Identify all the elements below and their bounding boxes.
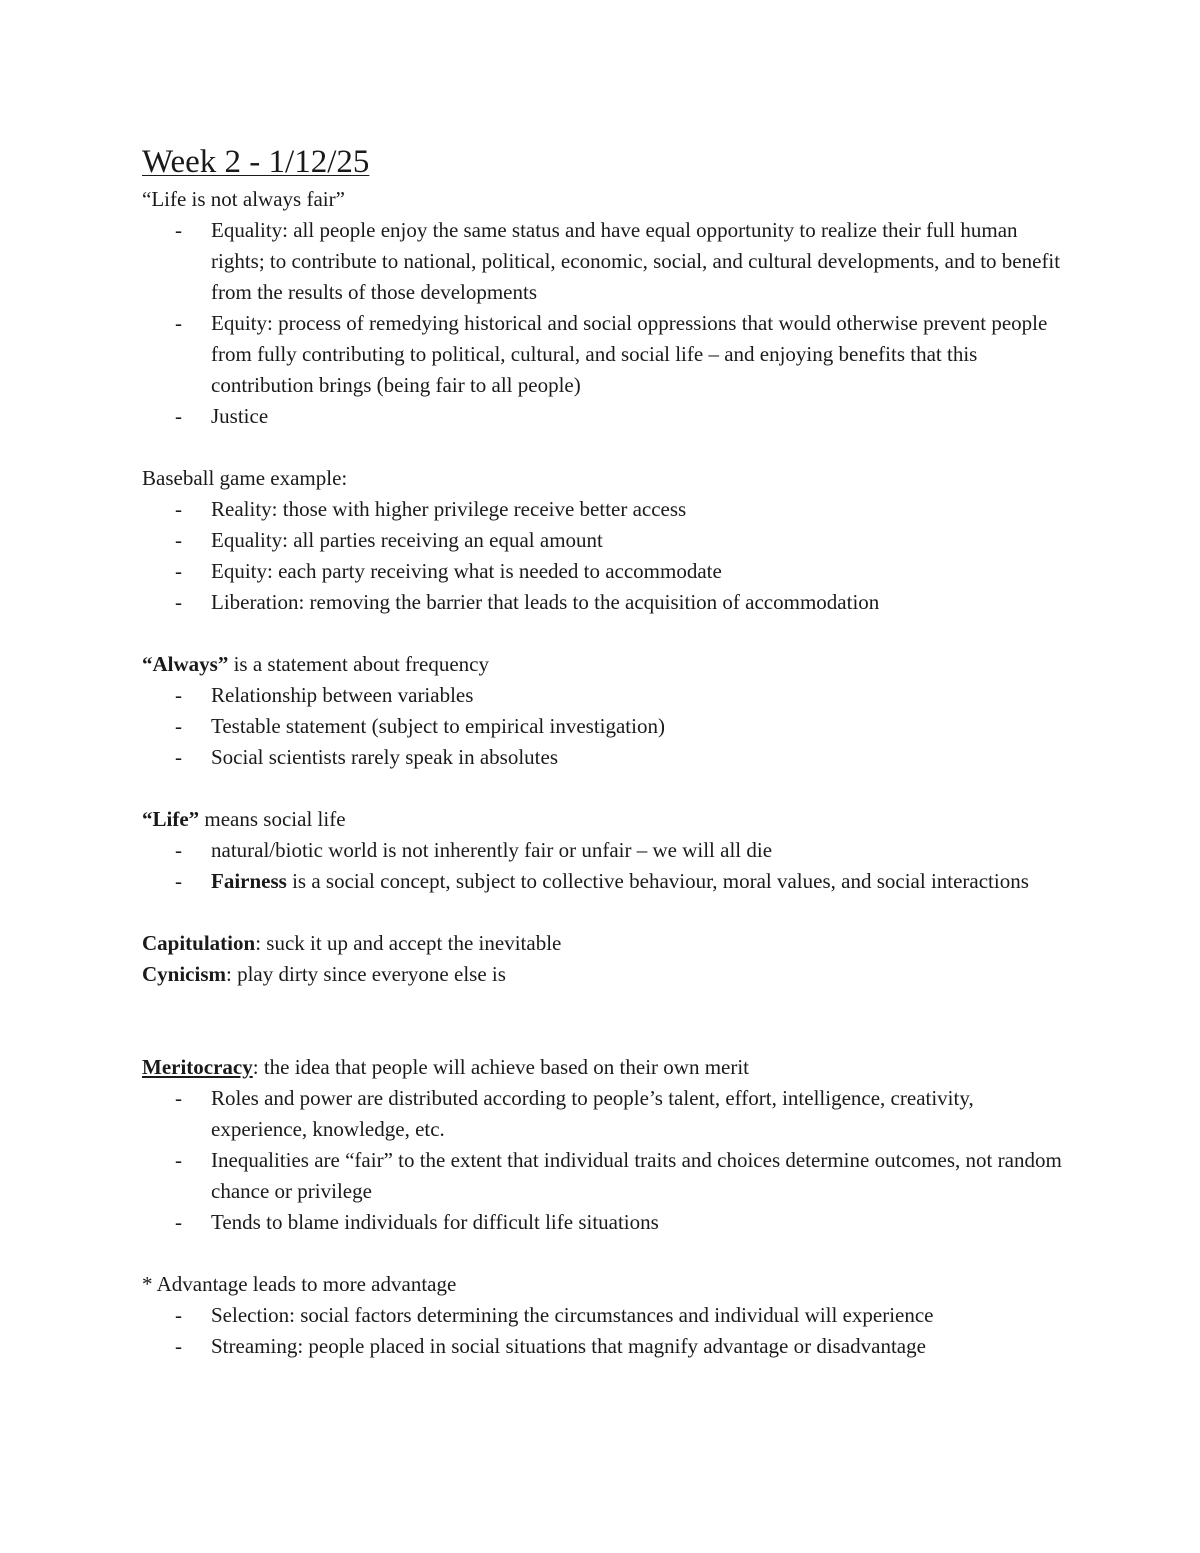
section-heading-baseball: Baseball game example: — [142, 466, 348, 490]
list-item-text: Streaming: people placed in social situations that magnify advantage or disadvantage — [211, 1334, 926, 1358]
list-item — [142, 680, 1072, 711]
list-item — [142, 401, 1072, 432]
dash-bullet: - — [175, 1210, 182, 1234]
list-item-text: Relationship between variables — [211, 683, 474, 707]
list-item-text: is a social concept, subject to collective behaviour, moral values, and social interactions — [286, 869, 1029, 893]
section-heading-life-not-fair: “Life is not always fair” — [142, 187, 345, 211]
list-item-text: Equality: all people enjoy the same status and have equal opportunity to realize their full human rights; to contribute to national, political, economic, social, and cultural developments, and to benefit from the results of those developments — [211, 218, 1061, 304]
dash-bullet: - — [175, 838, 182, 862]
list-item — [142, 556, 1072, 587]
list-item-text: Liberation: removing the barrier that leads to the acquisition of accommodation — [211, 590, 880, 614]
page-title: Week 2 - 1/12/25 — [142, 144, 370, 180]
fairness-term: Fairness — [211, 869, 287, 893]
list-item — [142, 1300, 1072, 1331]
bullet-list-advantage — [142, 1300, 1072, 1362]
capitulation-term: Capitulation — [142, 931, 256, 955]
spacer — [142, 1238, 1072, 1269]
list-item — [142, 587, 1072, 618]
dash-bullet: - — [175, 311, 182, 335]
bullet-list-meritocracy — [142, 1083, 1072, 1238]
meritocracy-definition: : the idea that people will achieve based on their own merit — [252, 1055, 750, 1079]
list-item-text: Justice — [211, 404, 269, 428]
list-item — [142, 1145, 1072, 1207]
meritocracy-term: Meritocracy — [142, 1055, 253, 1079]
section-heading-advantage: * Advantage leads to more advantage — [142, 1272, 457, 1296]
cynicism-term: Cynicism — [142, 962, 226, 986]
dash-bullet: - — [175, 1148, 182, 1172]
dash-bullet: - — [175, 559, 182, 583]
dash-bullet: - — [175, 745, 182, 769]
dash-bullet: - — [175, 1334, 182, 1358]
dash-bullet: - — [175, 714, 182, 738]
document-page — [142, 140, 1072, 1362]
list-item — [142, 711, 1072, 742]
list-item-text: Tends to blame individuals for difficult life situations — [211, 1210, 659, 1234]
list-item-text: Inequalities are “fair” to the extent that individual traits and choices determine outcomes, not random chance or privilege — [211, 1148, 1062, 1203]
list-item-text: Roles and power are distributed according to people’s talent, effort, intelligence, creativity, experience, knowledge, etc. — [211, 1086, 974, 1141]
list-item-text: Testable statement (subject to empirical investigation) — [211, 714, 665, 738]
list-item — [142, 525, 1072, 556]
cynicism-line — [142, 959, 1072, 990]
dash-bullet: - — [175, 1086, 182, 1110]
list-item — [142, 866, 1072, 897]
spacer — [142, 897, 1072, 928]
bullet-list-always — [142, 680, 1072, 773]
heading-rest: is a statement about frequency — [228, 652, 489, 676]
dash-bullet: - — [175, 1303, 182, 1327]
list-item-text: Selection: social factors determining the circumstances and individual will experience — [211, 1303, 934, 1327]
list-item — [142, 215, 1072, 308]
dash-bullet: - — [175, 497, 182, 521]
section-heading-always — [142, 649, 1072, 680]
list-item — [142, 1083, 1072, 1145]
dash-bullet: - — [175, 683, 182, 707]
list-item-text: Reality: those with higher privilege receive better access — [211, 497, 687, 521]
capitulation-definition: : suck it up and accept the inevitable — [255, 931, 562, 955]
dash-bullet: - — [175, 528, 182, 552]
section-heading-life — [142, 804, 1072, 835]
list-item — [142, 494, 1072, 525]
dash-bullet: - — [175, 590, 182, 614]
bullet-list-fairness-terms — [142, 215, 1072, 432]
meritocracy-line — [142, 1052, 1072, 1083]
list-item-text: Equity: process of remedying historical and social oppressions that would otherwise prevent people from fully contributing to political, cultural, and social life – and enjoying benefits that this contribution brings (being fair to all people) — [211, 311, 1048, 397]
heading-bold-term: “Always” — [142, 652, 229, 676]
spacer — [142, 990, 1072, 1052]
bullet-list-life — [142, 835, 1072, 897]
list-item — [142, 835, 1072, 866]
list-item — [142, 742, 1072, 773]
spacer — [142, 618, 1072, 649]
spacer — [142, 432, 1072, 463]
list-item — [142, 308, 1072, 401]
list-item-text: Equity: each party receiving what is needed to accommodate — [211, 559, 722, 583]
dash-bullet: - — [175, 869, 182, 893]
list-item — [142, 1331, 1072, 1362]
capitulation-line — [142, 928, 1072, 959]
cynicism-definition: : play dirty since everyone else is — [226, 962, 506, 986]
heading-bold-term: “Life” — [142, 807, 200, 831]
list-item-text: natural/biotic world is not inherently fair or unfair – we will all die — [211, 838, 773, 862]
list-item-text: Social scientists rarely speak in absolutes — [211, 745, 559, 769]
dash-bullet: - — [175, 218, 182, 242]
spacer — [142, 773, 1072, 804]
dash-bullet: - — [175, 404, 182, 428]
list-item-text: Equality: all parties receiving an equal amount — [211, 528, 603, 552]
list-item — [142, 1207, 1072, 1238]
bullet-list-baseball — [142, 494, 1072, 618]
heading-rest: means social life — [199, 807, 346, 831]
